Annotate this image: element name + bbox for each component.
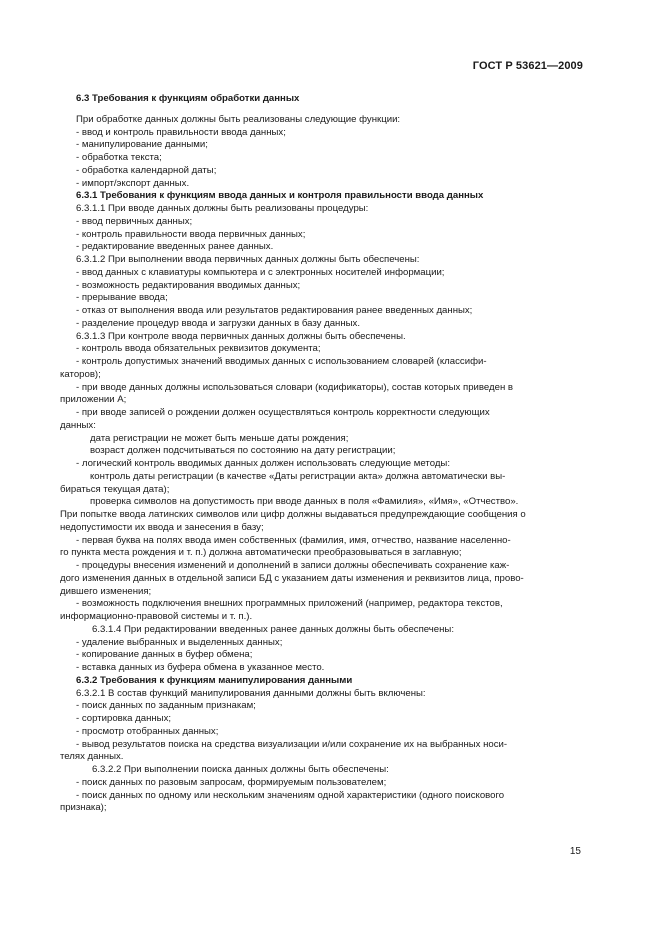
text-line: - процедуры внесения изменений и дополнений в записи должны обеспечивать сохранение каж- (76, 560, 510, 571)
text-line: - при вводе данных должны использоваться словари (кодификаторы), состав которых приведен в (76, 381, 514, 393)
text-line: - логический контроль вводимых данных должен использовать следующие методы: (76, 458, 450, 469)
text-line: - контроль ввода обязательных реквизитов документа; (76, 343, 321, 355)
text-line: При обработке данных должны быть реализованы следующие функции: (76, 113, 401, 125)
text-line: каторов); (60, 368, 101, 380)
text-line: - просмотр отобранных данных; (76, 725, 219, 737)
text-line: признака); (60, 802, 107, 814)
page-number: 15 (569, 846, 581, 857)
text-line: телях данных. (60, 751, 124, 763)
text-line: - ввод и контроль правильности ввода данных; (76, 126, 286, 138)
text-line: - контроль правильности ввода первичных данных; (76, 228, 306, 240)
text-line: информационно-правовой системы и т. п.). (60, 611, 253, 622)
text-line: недопустимости их ввода и занесения в базу; (60, 521, 264, 533)
text-line: При попытке ввода латинских символов или цифр должны выдаваться предупреждающие сообщения о (60, 509, 526, 520)
text-line: 6.3.1.1 При вводе данных должны быть реализованы процедуры: (76, 203, 369, 214)
document-body (60, 93, 582, 815)
text-line: - обработка календарной даты; (76, 164, 217, 176)
text-line: - редактирование введенных ранее данных. (76, 241, 274, 253)
text-line: дата регистрации не может быть меньше даты рождения; (90, 432, 349, 444)
subsection-heading: 6.3.1 Требования к функциям ввода данных и контроля правильности ввода данных (76, 190, 484, 202)
text-line: - вставка данных из буфера обмена в указанное место. (76, 662, 325, 673)
text-line: - поиск данных по разовым запросам, формируемым пользователем; (76, 776, 387, 788)
text-line: 6.3.2.2 При выполнении поиска данных должны быть обеспечены: (92, 764, 389, 775)
text-line: - первая буква на полях ввода имен собственных (фамилия, имя, отчество, название населенно- (76, 534, 511, 546)
text-line: возраст должен подсчитываться по состоянию на дату регистрации; (90, 445, 396, 457)
text-line: 6.3.1.2 При выполнении ввода первичных данных должны быть обеспечены: (76, 254, 420, 265)
text-line: - копирование данных в буфер обмена; (76, 649, 253, 661)
text-line: приложении А; (60, 394, 127, 406)
text-line: - поиск данных по заданным признакам; (76, 700, 256, 712)
document-standard-number: ГОСТ Р 53621—2009 (472, 60, 583, 72)
text-line: - удаление выбранных и выделенных данных; (76, 636, 283, 648)
text-line: данных: (60, 419, 96, 431)
text-line: - контроль допустимых значений вводимых данных с использованием словарей (классифи- (76, 356, 487, 367)
text-line: 6.3.2.1 В состав функций манипулирования данными должны быть включены: (76, 687, 426, 699)
text-line: - поиск данных по одному или нескольким значениям одной характеристики (одного поискового (76, 789, 505, 801)
text-line: проверка символов на допустимость при вводе данных в поля «Фамилия», «Имя», «Отчество». (90, 496, 519, 508)
text-line: - возможность подключения внешних программных приложений (например, редактора текстов, (76, 598, 503, 610)
text-line: - обработка текста; (76, 152, 162, 163)
text-line: - возможность редактирования вводимых данных; (76, 279, 301, 291)
text-line: - разделение процедур ввода и загрузки данных в базу данных. (76, 317, 360, 329)
text-line: 6.3.1.4 При редактировании введенных ранее данных должны быть обеспечены: (92, 623, 454, 635)
text-line: - ввод данных с клавиатуры компьютера и с электронных носителей информации; (76, 266, 445, 278)
text-line: - манипулирование данными; (76, 139, 208, 151)
text-line: дого изменения данных в отдельной записи БД с указанием даты изменения и реквизитов лица, прово- (60, 572, 524, 584)
text-line: контроль даты регистрации (в качестве «Даты регистрации акта» должна автоматически вы- (90, 470, 506, 482)
text-line: дившего изменения; (60, 585, 152, 597)
text-line: 6.3.1.3 При контроле ввода первичных данных должны быть обеспечены. (76, 330, 406, 342)
subsection-heading: 6.3.2 Требования к функциям манипулирования данными (76, 674, 353, 686)
text-line: - вывод результатов поиска на средства визуализации и/или сохранение их на выбранных носи- (76, 738, 508, 750)
text-line: - при вводе записей о рождении должен осуществляться контроль корректности следующих (76, 407, 490, 418)
text-line: го пункта места рождения и т. п.) должна автоматически преобразовываться в заглавную; (60, 547, 462, 559)
section-title: 6.3 Требования к функциям обработки данных (76, 93, 300, 104)
text-line: - сортировка данных; (76, 713, 172, 724)
text-line: - ввод первичных данных; (76, 215, 193, 227)
text-line: - прерывание ввода; (76, 292, 168, 304)
text-line: бираться текущая дата); (60, 483, 170, 495)
text-line: - отказ от выполнения ввода или результатов редактирования ранее введенных данных; (76, 305, 473, 316)
text-line: - импорт/экспорт данных. (76, 177, 190, 189)
